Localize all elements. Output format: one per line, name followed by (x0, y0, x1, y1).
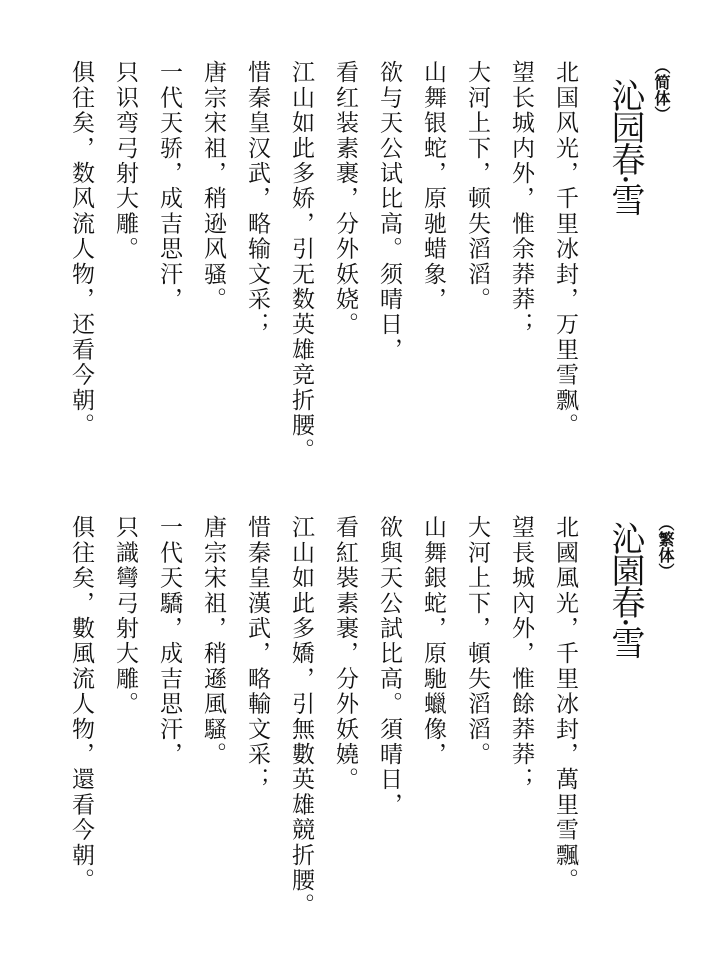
poem-line: 北国风光，千里冰封，万里雪飘。 (552, 60, 578, 438)
simplified-lines (59, 60, 587, 463)
simplified-label: （简体） (652, 58, 671, 122)
poem-line: 大河上下，頓失滔滔。 (464, 515, 490, 767)
poem-line: 欲與天公試比高。須晴日， (376, 515, 402, 818)
poem-line: 北國風光，千里冰封，萬里雪飄。 (552, 515, 578, 893)
simplified-poem (0, 58, 711, 498)
poem-line: 欲与天公试比高。须晴日， (376, 60, 402, 363)
poem-line: 一代天骄，成吉思汗， (156, 60, 182, 312)
poem-line: 只识弯弓射大雕。 (112, 60, 138, 262)
poem-line: 大河上下，顿失滔滔。 (464, 60, 490, 312)
traditional-poem (0, 513, 711, 953)
poem-line: 惜秦皇漢武，略輸文采； (244, 515, 270, 793)
poem-line: 山舞银蛇，原驰蜡象， (420, 60, 446, 312)
poem-line: 望长城内外，惟余莽莽； (508, 60, 534, 338)
poem-line: 只識彎弓射大雕。 (112, 515, 138, 717)
poem-line: 惜秦皇汉武，略输文采； (244, 60, 270, 338)
poem-line: 俱往矣，数风流人物，还看今朝。 (68, 60, 94, 438)
poem-line: 江山如此多娇，引无数英雄竞折腰。 (288, 60, 314, 464)
poem-line: 望長城內外，惟餘莽莽； (508, 515, 534, 793)
simplified-title: 沁园春·雪 (605, 78, 645, 215)
poem-line: 唐宗宋祖，稍逊风骚。 (200, 60, 226, 312)
traditional-label: （繁体） (656, 515, 675, 579)
poem-line: 一代天驕，成吉思汗， (156, 515, 182, 767)
traditional-title: 沁園春·雪 (605, 521, 645, 658)
poem-line: 唐宗宋祖，稍遜風騷。 (200, 515, 226, 767)
poem-line: 江山如此多嬌，引無數英雄競折腰。 (288, 515, 314, 919)
traditional-lines (59, 515, 587, 918)
poem-line: 看红装素裹，分外妖娆。 (332, 60, 358, 338)
poem-line: 俱往矣，數風流人物，還看今朝。 (68, 515, 94, 893)
poem-line: 看紅裝素裹，分外妖嬈。 (332, 515, 358, 793)
poem-line: 山舞銀蛇，原馳蠟像， (420, 515, 446, 767)
